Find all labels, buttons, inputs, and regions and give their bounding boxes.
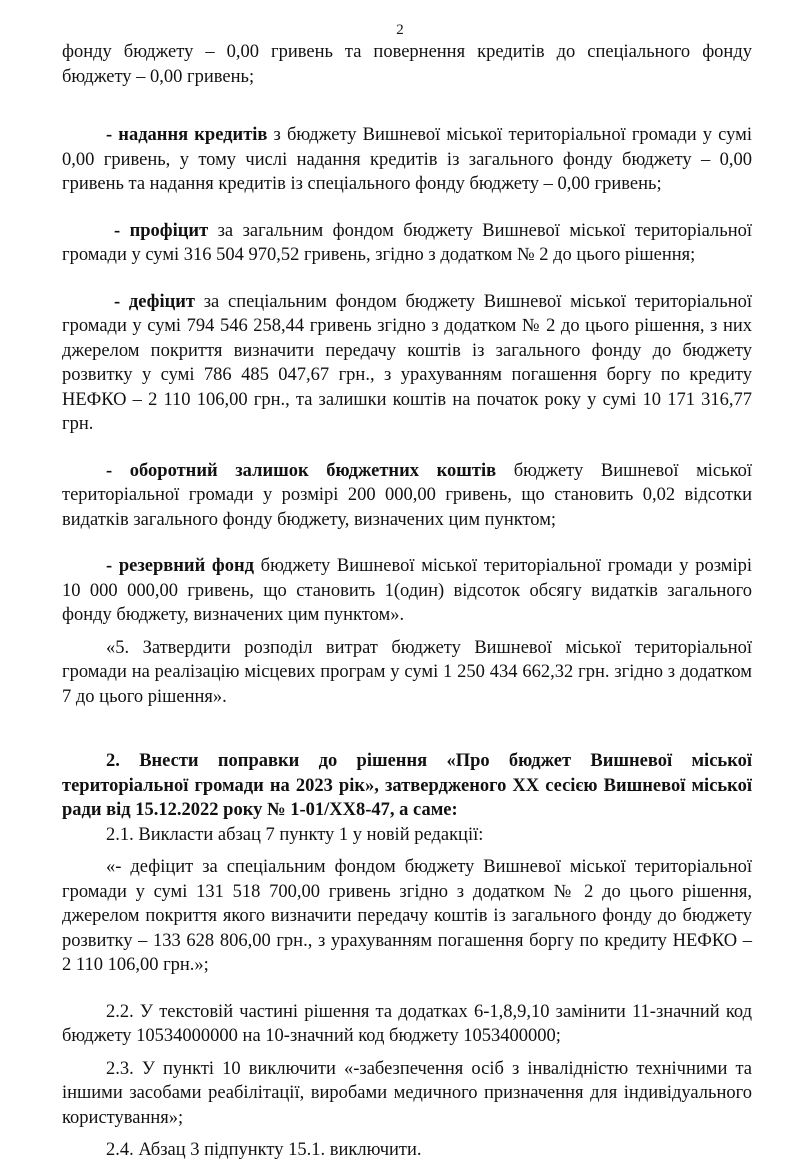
term-credits: - надання кредитів [106,125,268,145]
paragraph-2-1: 2.1. Викласти абзац 7 пункту 1 у новій редакції: [106,824,484,845]
paragraph-reserve-fund [62,554,752,628]
paragraph-working-balance [62,459,752,533]
paragraph-continuation: фонду бюджету – 0,00 гривень та повернення кредитів до спеціального фонду бюджету – 0,00 гривень; [62,42,752,87]
text-surplus: за загальним фондом бюджету Вишневої міської територіальної громади у сумі 316 504 970,52 гривень, згідно з додатком № 2 до цього рішення; [62,220,752,265]
text-credits: з бюджету Вишневої міської територіальної громади у сумі 0,00 гривень, у тому числі надання кредитів із загального фонду бюджету – 0,00 гривень та надання кредитів із спеціального фонду бюджету – 0,00 гривень; [62,125,753,194]
document-body [62,40,752,1163]
term-surplus: - профіцит [114,220,209,241]
paragraph-surplus [62,219,752,268]
paragraph-deficit-new: «- дефіцит за спеціальним фондом бюджету Вишневої міської територіальної громади у сумі 131 518 700,00 гривень згідно з додатком № 2 до цього рішення, джерелом покриття якого визначити передачу коштів із загального фонду до бюджету розвитку – 133 628 806,00 грн., з урахуванням погашення боргу по кредиту НЕФКО – 2 110 106,00 грн.»; [62,857,752,975]
paragraph-credits [62,123,752,197]
paragraph-2-3: 2.3. У пункті 10 виключити «-забезпечення осіб з інвалідністю технічними та іншими засобами реабілітації, виробами медичного призначення для індивідуального користування»; [62,1058,752,1128]
text-reserve-fund: бюджету Вишневої міської територіальної громади у розмірі 10 000 000,00 гривень, що становить 1(один) відсоток обсягу видатків загального фонду бюджету, визначених цим пунктом». [62,556,752,625]
paragraph-amendments-heading: 2. Внести поправки до рішення «Про бюджет Вишневої міської територіальної громади на 2023 рік», затвердженого ХХ сесією Вишневої міської ради від 15.12.2022 року № 1-01/ХХ8-47, а саме: [62,751,752,820]
term-reserve-fund: - резервний фонд [106,556,254,576]
text-deficit: за спеціальним фондом бюджету Вишневої міської територіальної громади у сумі 794 546 258,44 гривень згідно з додатком № 2 до цього рішення, з них джерелом покриття визначити передачу коштів із загального фонду до бюджету розвитку у сумі 786 485 047,67 грн., з урахуванням погашення боргу по кредиту НЕФКО – 2 110 106,00 грн., та залишки коштів на початок року у сумі 10 171 316,77 грн. [62,291,752,434]
page-number: 2 [396,22,404,38]
paragraph-deficit [62,290,752,437]
term-working-balance: - оборотний залишок бюджетних коштів [106,460,497,481]
paragraph-2-2: 2.2. У текстовій частині рішення та додатках 6-1,8,9,10 замінити 11-значний код бюджету 10534000000 на 10-значний код бюджету 1053400000; [62,1001,752,1046]
term-deficit: - дефіцит [114,291,196,312]
paragraph-2-4: 2.4. Абзац 3 підпункту 15.1. виключити. [106,1140,422,1160]
paragraph-programs: «5. Затвердити розподіл витрат бюджету Вишневої міської територіальної громади на реалізацію місцевих програм у сумі 1 250 434 662,32 грн. згідно з додатком 7 до цього рішення». [62,637,752,707]
text-working-balance: бюджету Вишневої міської територіальної громади у розмірі 200 000,00 гривень, що становить 0,02 відсотки видатків загального фонду бюджету, визначених цим пунктом; [62,460,753,530]
